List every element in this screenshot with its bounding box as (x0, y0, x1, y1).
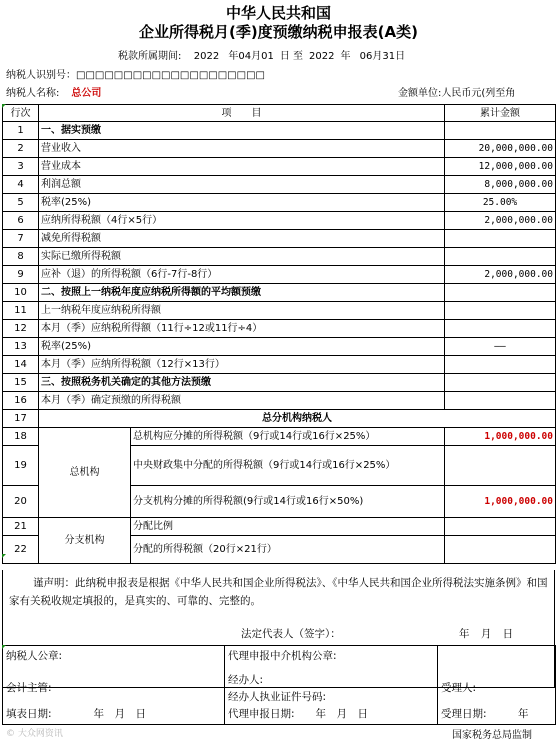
declaration-table-body (3, 105, 556, 564)
row-item-label: 总机构应分摊的所得税额（9行或14行或16行×25%） (131, 428, 445, 446)
signature-table (2, 645, 556, 725)
handler-label: 经办人: (228, 674, 264, 686)
issuing-authority: 国家税务总局监制 (452, 730, 532, 741)
row-amount-cell[interactable]: 2,000,000.00 (445, 212, 556, 230)
handler-cert-label: 经办人执业证件号码: (228, 691, 327, 703)
table-row (3, 176, 556, 194)
amount-unit: 金额单位:人民币元(列至角 (398, 88, 516, 99)
receiver-cell[interactable] (438, 646, 556, 725)
period-from-year: 2022 (193, 51, 220, 62)
signature-row (3, 646, 556, 725)
row-item-label: 应纳所得税额（4行×5行） (39, 212, 445, 230)
watermark: © 大众网资讯 (6, 729, 63, 739)
row-number: 14 (3, 356, 39, 374)
cell-corner-mark (2, 104, 6, 108)
row-item-label: 本月（季）应纳税所得额（11行÷12或11行÷4） (39, 320, 445, 338)
row-item-label: 上一纳税年度应纳税所得额 (39, 302, 445, 320)
row-item-label: 营业收入 (39, 140, 445, 158)
table-header-row (3, 105, 556, 122)
table-row (3, 194, 556, 212)
row-number: 22 (3, 536, 39, 564)
taxpayer-name-value[interactable]: 总公司 (71, 88, 102, 99)
legal-rep-date[interactable]: 年 月 日 (459, 628, 514, 640)
row-item-label: 税率(25%) (39, 194, 445, 212)
period-to-y: 年 (340, 51, 351, 62)
row-amount-cell[interactable] (445, 122, 556, 140)
row-number: 13 (3, 338, 39, 356)
row-item-label: 二、按照上一纳税年度应纳税所得额的平均额预缴 (39, 284, 445, 302)
table-row (3, 230, 556, 248)
cell-corner-mark (2, 554, 6, 558)
table-row (3, 320, 556, 338)
agent-date-label: 代理申报日期: (228, 708, 295, 720)
declaration-table (2, 104, 556, 564)
row-amount-cell[interactable] (445, 392, 556, 410)
table-row (3, 356, 556, 374)
row-number: 18 (3, 428, 39, 446)
row-amount-cell[interactable] (445, 320, 556, 338)
agent-date-value[interactable]: 年 月 日 (315, 708, 369, 720)
col-header-amount: 累计金额 (445, 105, 556, 122)
cell-corner-mark (2, 645, 6, 649)
fill-date-value[interactable]: 年 月 日 (93, 708, 147, 720)
row-number: 11 (3, 302, 39, 320)
row-number: 15 (3, 374, 39, 392)
row-amount-cell[interactable]: 1,000,000.00 (445, 428, 556, 446)
table-row (3, 518, 556, 536)
declaration-text: 谨声明：此纳税申报表是根据《中华人民共和国企业所得税法》、《中华人民共和国企业所得税法实施条例》和国家有关税收规定填报的，是真实的、可靠的、完整的。 (9, 577, 548, 607)
row-number: 1 (3, 122, 39, 140)
accountant-label: 会计主管: (6, 682, 52, 694)
table-row (3, 392, 556, 410)
row-amount-cell[interactable] (445, 356, 556, 374)
receiver-label: 受理人: (441, 682, 477, 694)
taxpayer-id-boxes[interactable]: □□□□□□□□□□□□□□□□□□□□ (76, 70, 265, 81)
row-amount-cell[interactable]: —— (445, 338, 556, 356)
row-number: 9 (3, 266, 39, 284)
row-amount-cell[interactable] (445, 374, 556, 392)
row-item-label: 三、按照税务机关确定的其他方法预缴 (39, 374, 445, 392)
period-to-year: 2022 (309, 51, 335, 62)
fill-date-label: 填表日期: (6, 708, 52, 720)
row-amount-cell[interactable]: 2,000,000.00 (445, 266, 556, 284)
table-row (3, 158, 556, 176)
row-number: 10 (3, 284, 39, 302)
row-number: 21 (3, 518, 39, 536)
taxpayer-name-row (6, 87, 101, 101)
row-number: 7 (3, 230, 39, 248)
row-amount-cell[interactable] (445, 284, 556, 302)
period-to-md: 06月31日 (359, 51, 406, 62)
taxpayer-id-row (6, 69, 265, 83)
table-row (3, 212, 556, 230)
row-number: 20 (3, 486, 39, 518)
row-amount-cell[interactable] (445, 536, 556, 564)
row-item-label: 营业成本 (39, 158, 445, 176)
row-amount-cell[interactable]: 25.00% (445, 194, 556, 212)
receive-date-label: 受理日期: (441, 708, 487, 720)
receive-date (441, 706, 529, 722)
row-number: 16 (3, 392, 39, 410)
row-item-label: 减免所得税额 (39, 230, 445, 248)
row-item-label: 税率(25%) (39, 338, 445, 356)
table-row (3, 284, 556, 302)
title-line1: 中华人民共和国 (225, 4, 331, 22)
row-amount-cell[interactable] (445, 230, 556, 248)
row-item-label: 分配比例 (131, 518, 445, 536)
row-number: 6 (3, 212, 39, 230)
row-number: 4 (3, 176, 39, 194)
col-header-row: 行次 (3, 105, 39, 122)
table-row (3, 122, 556, 140)
row-number: 8 (3, 248, 39, 266)
fill-date (6, 706, 146, 722)
row-item-label: 实际已缴所得税额 (39, 248, 445, 266)
row-amount-cell[interactable] (445, 518, 556, 536)
agent-seal-label: 代理申报中介机构公章: (228, 650, 337, 662)
col-header-item: 项 目 (39, 105, 445, 122)
tax-period (118, 50, 411, 64)
row-number: 5 (3, 194, 39, 212)
branch-group-label: 分支机构 (39, 518, 131, 564)
taxpayer-seal-cell[interactable] (3, 646, 225, 725)
row-item-label: 一、据实预缴 (39, 122, 445, 140)
row-amount-cell[interactable] (445, 446, 556, 486)
period-from-md: 年04月01 (228, 51, 274, 62)
agent-cell[interactable] (225, 646, 438, 725)
form-title: 企业所得税月(季)度预缴纳税申报表(A类) (138, 23, 419, 41)
table-row (3, 302, 556, 320)
table-row (3, 410, 556, 428)
row-item-label: 应补（退）的所得税额（6行-7行-8行） (39, 266, 445, 284)
row-item-label: 本月（季）应纳所得税额（12行×13行） (39, 356, 445, 374)
table-row (3, 428, 556, 446)
row-item-label: 分支机构分摊的所得税额(9行或14行或16行×50%) (131, 486, 445, 518)
row-item-label: 分配的所得税额（20行×21行） (131, 536, 445, 564)
agent-date (228, 706, 368, 722)
row-number: 19 (3, 446, 39, 486)
taxpayer-seal-label: 纳税人公章: (6, 650, 63, 662)
table-row (3, 338, 556, 356)
row-amount-cell[interactable] (445, 302, 556, 320)
row-amount-cell[interactable]: 1,000,000.00 (445, 486, 556, 518)
row-number: 17 (3, 410, 39, 428)
section-header: 总分机构纳税人 (39, 410, 556, 428)
row-amount-cell[interactable]: 8,000,000.00 (445, 176, 556, 194)
row-amount-cell[interactable] (445, 248, 556, 266)
taxpayer-id-label: 纳税人识别号： (6, 70, 76, 81)
row-number: 3 (3, 158, 39, 176)
row-item-label: 中央财政集中分配的所得税额（9行或14行或16行×25%） (131, 446, 445, 486)
table-row (3, 266, 556, 284)
row-item-label: 本月（季）确定预缴的所得税额 (39, 392, 445, 410)
row-amount-cell[interactable]: 12,000,000.00 (445, 158, 556, 176)
table-row (3, 140, 556, 158)
row-amount-cell[interactable]: 20,000,000.00 (445, 140, 556, 158)
hq-group-label: 总机构 (39, 428, 131, 518)
row-number: 12 (3, 320, 39, 338)
row-item-label: 利润总额 (39, 176, 445, 194)
receive-date-value[interactable]: 年 (518, 708, 529, 720)
row-number: 2 (3, 140, 39, 158)
legal-rep-label: 法定代表人（签字）： (241, 628, 341, 640)
taxpayer-name-label: 纳税人名称: (6, 88, 60, 99)
period-mid: 日 至 (279, 51, 304, 62)
table-row (3, 248, 556, 266)
table-row (3, 374, 556, 392)
period-label: 税款所属期间: (118, 51, 182, 62)
